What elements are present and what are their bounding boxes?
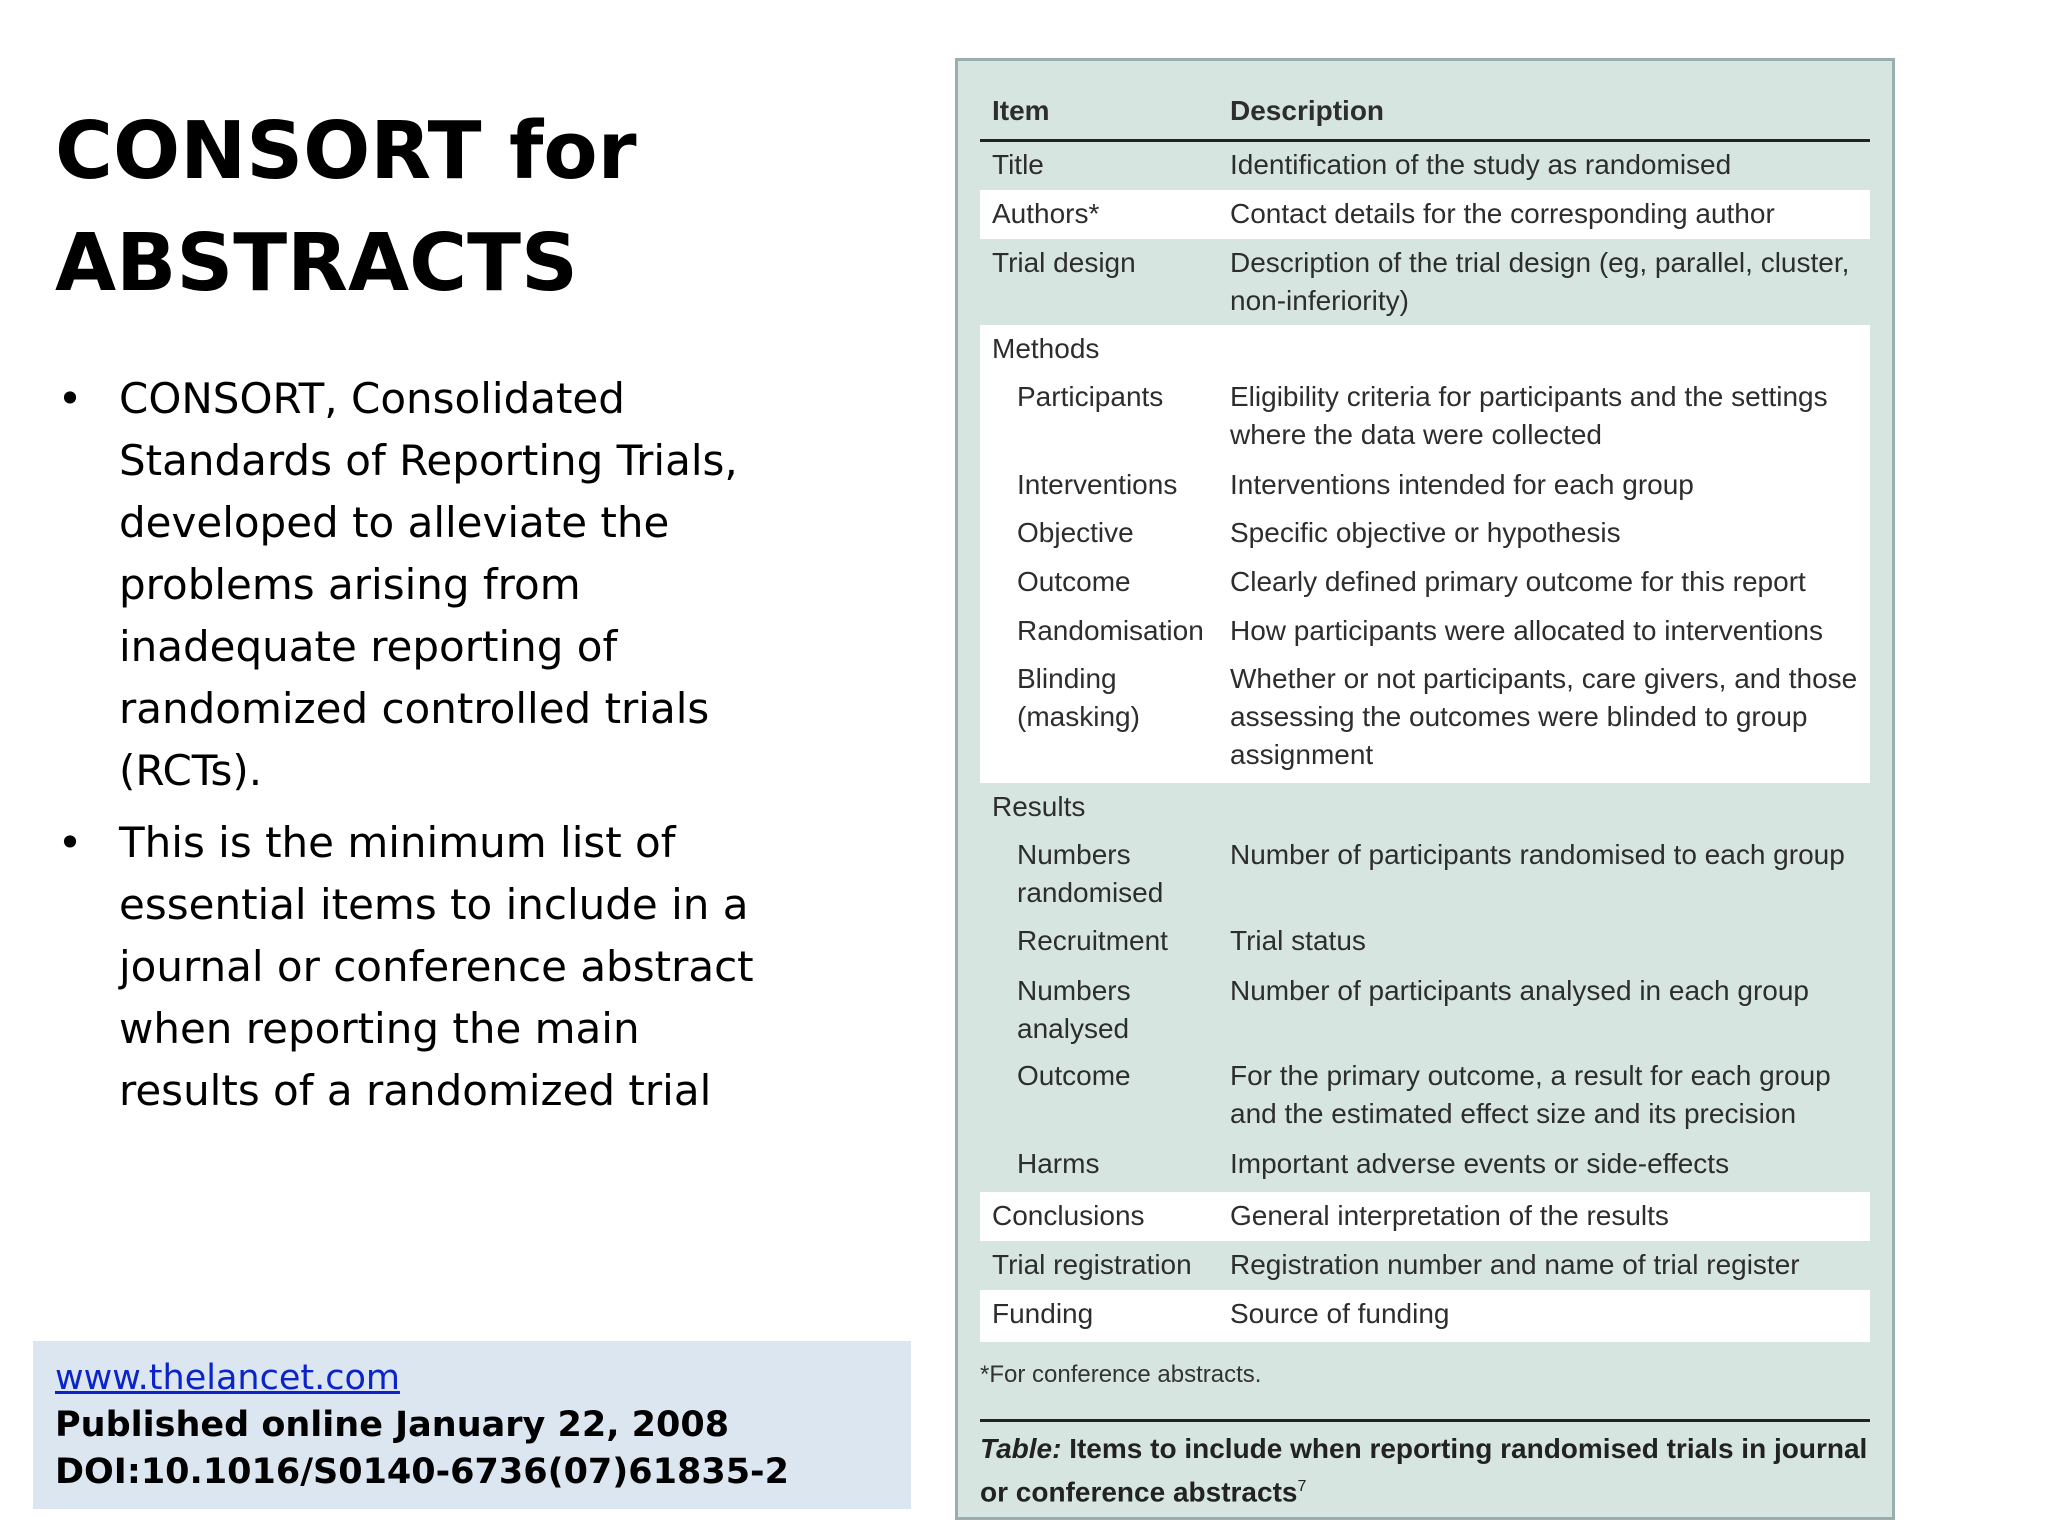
row-description: Eligibility criteria for participants and the settings where the data were collected bbox=[1230, 381, 1828, 450]
row-item: Trial design bbox=[992, 247, 1136, 278]
published-date: Published online January 22, 2008 bbox=[55, 1405, 730, 1445]
table-row bbox=[980, 373, 1870, 461]
header-description: Description bbox=[1230, 95, 1385, 126]
slide-title-line-2: ABSTRACTS bbox=[55, 217, 578, 309]
table-row bbox=[980, 1052, 1870, 1140]
bullet-list bbox=[55, 368, 775, 1132]
row-description: Whether or not participants, care givers, and those assessing the outcomes were blinded to group assignment bbox=[1230, 663, 1858, 770]
table-row bbox=[980, 831, 1870, 917]
row-item: Objective bbox=[1017, 517, 1134, 548]
table-row bbox=[980, 967, 1870, 1052]
row-item: Outcome bbox=[1017, 1060, 1131, 1091]
table-row bbox=[980, 325, 1870, 373]
table-row bbox=[980, 1241, 1870, 1290]
row-description: How participants were allocated to interventions bbox=[1230, 615, 1823, 646]
consort-table-figure bbox=[955, 58, 1895, 1520]
table-row bbox=[980, 190, 1870, 239]
row-description: Interventions intended for each group bbox=[1230, 469, 1694, 500]
row-item: Participants bbox=[1017, 381, 1164, 412]
row-item: Randomisation bbox=[1017, 615, 1204, 646]
row-item: Authors* bbox=[992, 198, 1100, 229]
row-description: Registration number and name of trial register bbox=[1230, 1249, 1800, 1280]
table-row bbox=[980, 783, 1870, 831]
table-caption bbox=[980, 1419, 1870, 1511]
row-description: General interpretation of the results bbox=[1230, 1200, 1669, 1231]
row-description: Number of participants analysed in each group bbox=[1230, 975, 1810, 1006]
row-item: Numbers randomised bbox=[1017, 839, 1164, 908]
row-description: Specific objective or hypothesis bbox=[1230, 517, 1621, 548]
row-description: Source of funding bbox=[1230, 1298, 1450, 1329]
row-item: Methods bbox=[992, 333, 1100, 364]
bullet-dot: • bbox=[57, 818, 83, 867]
bullet-text: This is the minimum list of essential items to include in a journal or conference abstract when reporting the main results of a randomized trial bbox=[119, 818, 754, 1115]
table-row bbox=[980, 655, 1870, 783]
table-row bbox=[980, 1192, 1870, 1241]
table-row bbox=[980, 509, 1870, 558]
table-row bbox=[980, 607, 1870, 655]
row-description: Clearly defined primary outcome for this report bbox=[1230, 566, 1806, 597]
row-description: Contact details for the corresponding author bbox=[1230, 198, 1775, 229]
row-item: Title bbox=[992, 149, 1044, 180]
row-item: Conclusions bbox=[992, 1200, 1145, 1231]
row-item: Blinding (masking) bbox=[1017, 663, 1140, 732]
table-row bbox=[980, 558, 1870, 607]
row-item: Outcome bbox=[1017, 566, 1131, 597]
lancet-link[interactable]: www.thelancet.com bbox=[55, 1358, 400, 1398]
row-item: Funding bbox=[992, 1298, 1094, 1329]
row-item: Results bbox=[992, 791, 1086, 822]
row-description: For the primary outcome, a result for each group and the estimated effect size and its precision bbox=[1230, 1060, 1831, 1129]
row-item: Interventions bbox=[1017, 469, 1178, 500]
results-group bbox=[980, 783, 1870, 1192]
methods-group bbox=[980, 325, 1870, 783]
caption-text: Items to include when reporting randomised trials in journal or conference abstracts bbox=[980, 1433, 1868, 1508]
table-body bbox=[980, 141, 1870, 1342]
bullet-dot: • bbox=[57, 374, 83, 423]
bullet-text: CONSORT, Consolidated Standards of Reporting Trials, developed to alleviate the problems arising from inadequate reporting of randomized controlled trials (RCTs). bbox=[119, 374, 738, 795]
row-item: Harms bbox=[1017, 1148, 1100, 1179]
table-footnote: *For conference abstracts. bbox=[980, 1361, 1262, 1388]
row-description: Trial status bbox=[1230, 925, 1366, 956]
row-description: Description of the trial design (eg, parallel, cluster, non-inferiority) bbox=[1230, 247, 1850, 316]
row-description: Number of participants randomised to each group bbox=[1230, 839, 1845, 870]
row-item: Numbers analysed bbox=[1017, 975, 1131, 1044]
table-row bbox=[980, 1140, 1870, 1192]
reference-box bbox=[33, 1341, 911, 1509]
doi-text: DOI:10.1016/S0140-6736(07)61835-2 bbox=[55, 1452, 789, 1492]
slide-title-line-1: CONSORT for bbox=[55, 105, 637, 197]
bullet-item bbox=[55, 812, 775, 1122]
table-row bbox=[980, 461, 1870, 509]
table-row bbox=[980, 239, 1870, 325]
bullet-item bbox=[55, 368, 775, 802]
table-header bbox=[980, 87, 1870, 142]
table-row bbox=[980, 141, 1870, 190]
caption-reference: 7 bbox=[1297, 1478, 1307, 1495]
row-item: Recruitment bbox=[1017, 925, 1168, 956]
slide-title bbox=[55, 95, 855, 319]
header-item: Item bbox=[992, 95, 1050, 126]
row-description: Important adverse events or side-effects bbox=[1230, 1148, 1730, 1179]
row-item: Trial registration bbox=[992, 1249, 1192, 1280]
caption-label: Table: bbox=[980, 1433, 1062, 1464]
table-row bbox=[980, 917, 1870, 967]
table-row bbox=[980, 1290, 1870, 1342]
row-description: Identification of the study as randomised bbox=[1230, 149, 1732, 180]
